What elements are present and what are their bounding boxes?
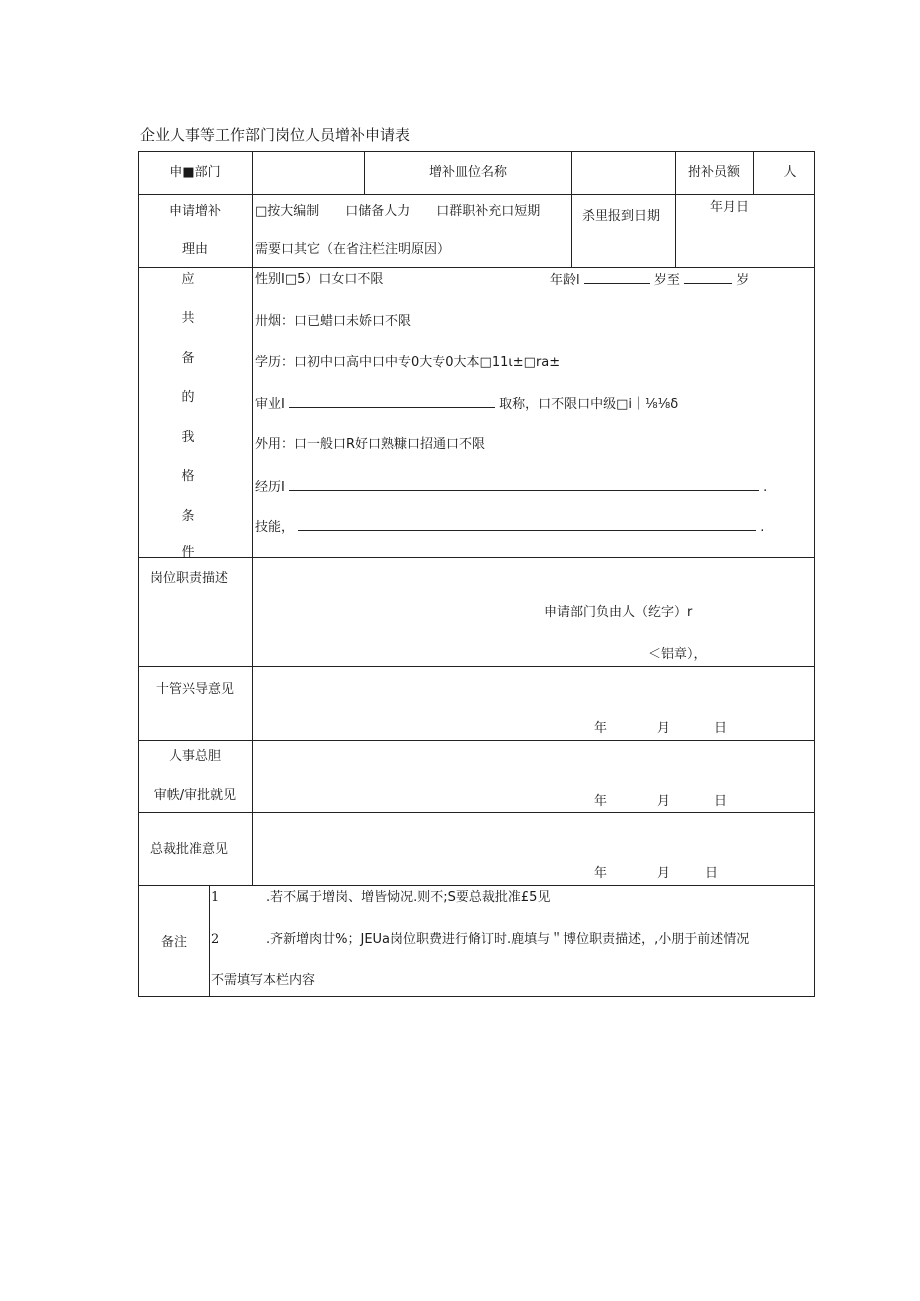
reason-options-2[interactable]: 需要口其它（在省注栏注明原因）: [255, 242, 451, 257]
major-field[interactable]: [289, 396, 495, 408]
side-char: 格: [181, 469, 195, 484]
note-number-1: 1: [211, 890, 220, 905]
ceo-month: 月: [657, 866, 671, 881]
row-divider: [138, 267, 815, 268]
hr-year: 年: [594, 794, 608, 809]
skills-field[interactable]: [298, 519, 756, 531]
hr-label-1: 人事总胆: [168, 749, 222, 764]
ceo-label: 总裁批准意见: [149, 842, 229, 857]
marriage-options[interactable]: 卅烟：口已蜡口未娇口不限: [255, 314, 412, 329]
position-value-cell[interactable]: [574, 153, 673, 192]
age-min-field[interactable]: [584, 272, 650, 284]
skills-suffix: .: [760, 520, 765, 535]
application-form-table: [138, 151, 815, 997]
side-char: 备: [181, 351, 195, 366]
label-column-divider: [252, 151, 253, 885]
hr-label-2: 审帙/审批就见: [153, 788, 237, 803]
report-date-label: 杀里报到日期: [582, 209, 661, 224]
skills-prefix: 技能，: [255, 520, 295, 535]
experience-prefix: 经历I: [255, 480, 285, 495]
duties-label: 岗位职责描述: [150, 571, 229, 586]
side-char: 件: [181, 545, 195, 557]
table-border-left: [138, 151, 139, 997]
age-mid: 岁至: [653, 273, 680, 288]
col-divider: [753, 151, 754, 194]
page-title: 企业人事等工作部门岗位人员增补申请表: [140, 126, 411, 144]
row-divider: [138, 666, 815, 667]
gender-options[interactable]: 性别I□5）口女口不限: [255, 272, 384, 287]
experience-field[interactable]: [289, 479, 759, 491]
duties-signer: 申请部门负由人（纥字）r: [544, 605, 693, 620]
report-date-value[interactable]: 年月日: [710, 200, 750, 215]
position-label: 增补皿位名称: [428, 165, 508, 180]
dept-label: 申■部门: [169, 165, 221, 180]
note-text-1: .若不属于增岗、增皆恸况.则不;S要总裁批准£5见: [266, 890, 551, 905]
quota-label: 拊补员额: [687, 165, 741, 180]
education-options[interactable]: 学历：口初中口高中口中专0大专0大本□11ι±□ra±: [255, 355, 561, 370]
table-border-bottom: [138, 996, 815, 997]
major-prefix: 审业I: [255, 397, 285, 412]
table-border-right: [814, 151, 815, 997]
language-options[interactable]: 外用：口一般口R好口熟糠口招通口不限: [255, 437, 486, 452]
row-divider: [138, 885, 815, 886]
note-text-2: .齐新增肉廿%；JEUa岗位职费进行脩订时.鹿填与＂博位职责描述，,小朋于前述情况: [266, 932, 750, 947]
ceo-year: 年: [594, 866, 608, 881]
row-divider: [138, 740, 815, 741]
row-divider: [138, 812, 815, 813]
row-divider: [138, 194, 815, 195]
duties-seal: ＜铝章），: [648, 647, 707, 662]
supervisor-month: 月: [657, 721, 671, 736]
note-text-3: 不需填写本栏内容: [211, 973, 316, 988]
col-divider: [364, 151, 365, 194]
reason-label-2: 理由: [181, 242, 209, 257]
supervisor-year: 年: [594, 721, 608, 736]
hr-month: 月: [657, 794, 671, 809]
side-char: 的: [181, 390, 195, 405]
note-number-2: 2: [211, 932, 220, 947]
quota-unit: 人: [783, 165, 797, 180]
table-border-top: [138, 151, 815, 152]
col-divider: [675, 151, 676, 267]
row-divider: [138, 557, 815, 558]
skills-row[interactable]: [255, 519, 764, 536]
notes-column-divider: [209, 885, 210, 996]
hr-day: 日: [714, 794, 728, 809]
reason-options-1[interactable]: □按大编制 口储备人力 口群职补充口短期: [255, 204, 541, 219]
experience-suffix: .: [763, 480, 768, 495]
major-title-row[interactable]: [255, 396, 678, 413]
supervisor-day: 日: [714, 721, 728, 736]
supervisor-label: 十管兴导意见: [155, 682, 235, 697]
col-divider: [571, 151, 572, 267]
side-char: 应: [181, 272, 195, 287]
reason-label-1: 申请增补: [168, 204, 222, 219]
side-char: 我: [181, 430, 195, 445]
dept-value-cell[interactable]: [254, 153, 362, 192]
experience-row[interactable]: [255, 479, 767, 496]
age-range[interactable]: [550, 272, 749, 289]
title-options[interactable]: 取称，口不限口中级□i｜⅛⅛δ: [499, 397, 679, 412]
side-char: 条: [181, 509, 195, 524]
side-char: 共: [181, 311, 195, 326]
age-max-field[interactable]: [684, 272, 732, 284]
age-prefix: 年龄l: [550, 273, 580, 288]
age-suffix: 岁: [736, 273, 750, 288]
ceo-day: 日: [705, 866, 719, 881]
notes-label: 备注: [160, 935, 188, 950]
